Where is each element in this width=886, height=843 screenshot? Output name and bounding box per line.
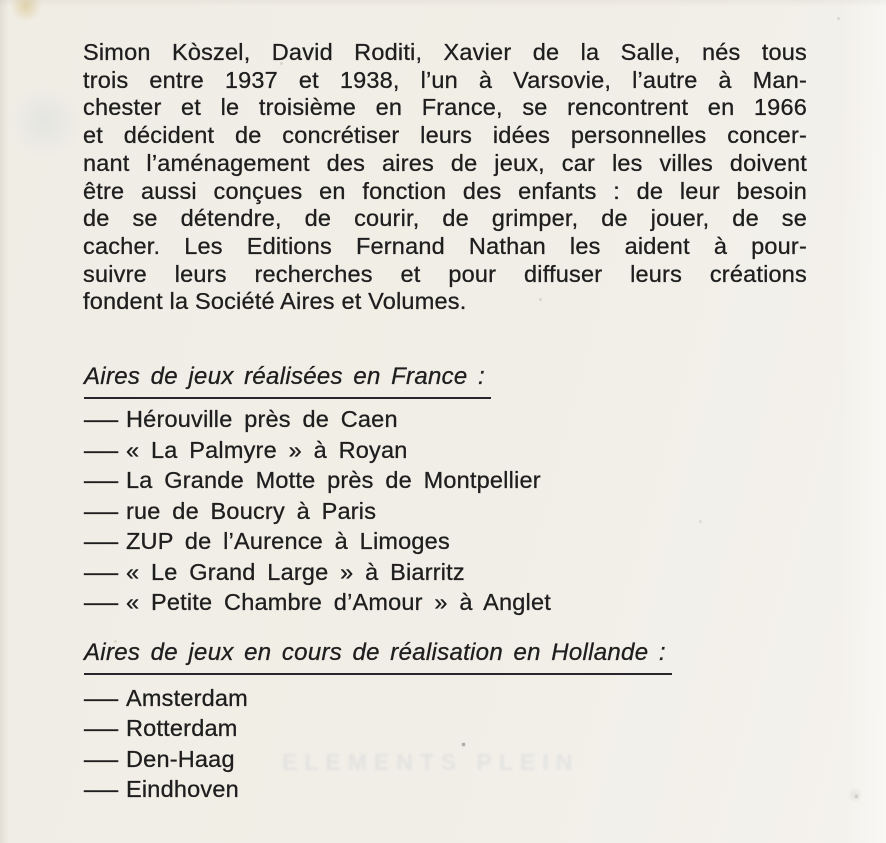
- list-item-text: rue de Boucry à Paris: [126, 497, 377, 524]
- section-heading-holland: [84, 639, 672, 675]
- paragraph-line: trois entre 1937 et 1938, l’un à Varsovie, l’autre à Man-: [83, 66, 807, 93]
- intro-paragraph: [83, 39, 807, 316]
- section-heading-text: Aires de jeux réalisées en France :: [84, 363, 491, 399]
- list-item: [84, 498, 551, 529]
- list-item-text: Amsterdam: [126, 685, 248, 711]
- list-item-text: La Grande Motte près de Montpellier: [126, 467, 541, 493]
- list-dash: —: [84, 497, 119, 524]
- list-item: [84, 776, 248, 806]
- paragraph-line: de se détendre, de courir, de grimper, de jouer, de se: [83, 205, 807, 232]
- paragraph-line: et décident de concrétiser leurs idées personnelles concer-: [83, 122, 807, 149]
- list-dash: —: [84, 528, 119, 554]
- list-item-text: « Le Grand Large » à Biarritz: [126, 558, 465, 585]
- list-item: [84, 467, 551, 498]
- list-dash: —: [84, 436, 119, 463]
- list-dash: —: [84, 745, 119, 772]
- section-heading-text: Aires de jeux en cours de réalisation en Hollande :: [84, 639, 672, 675]
- paper-specks: [0, 0, 1, 1]
- list-item-text: « Petite Chambre d’Amour » à Anglet: [126, 589, 551, 615]
- list-item: [84, 685, 248, 715]
- paragraph-line: cacher. Les Editions Fernand Nathan les aident à pour-: [83, 232, 807, 259]
- list-dash: —: [84, 715, 119, 742]
- list-item: [84, 437, 551, 468]
- list-item: [84, 559, 551, 590]
- paragraph-line: fondent la Société Aires et Volumes.: [83, 288, 467, 315]
- paragraph-line: chester et le troisième en France, se rencontrent en 1966: [83, 94, 807, 121]
- list-dash: —: [84, 467, 119, 493]
- list-item-text: Eindhoven: [126, 775, 239, 802]
- paragraph-line: suivre leurs recherches et pour diffuser leurs créations: [83, 260, 807, 287]
- list-item: [84, 715, 248, 745]
- paragraph-line: nant l’aménagement des aires de jeux, car les villes doivent: [83, 149, 807, 176]
- list-dash: —: [84, 558, 119, 585]
- show-through-text: ELEMENTS PLEIN: [282, 749, 580, 775]
- list-item-text: « La Palmyre » à Royan: [126, 436, 408, 463]
- list-item-text: Den-Haag: [126, 745, 235, 772]
- paragraph-line: être aussi conçues en fonction des enfants : de leur besoin: [83, 177, 807, 204]
- paragraph-line: Simon Kòszel, David Roditi, Xavier de la Salle, nés tous: [83, 39, 807, 65]
- list-item: [84, 528, 551, 559]
- list-holland: [84, 685, 248, 806]
- list-dash: —: [84, 775, 119, 802]
- list-dash: —: [84, 685, 119, 711]
- list-item-text: Hérouville près de Caen: [126, 406, 398, 432]
- list-item: [84, 589, 551, 620]
- list-item-text: ZUP de l’Aurence à Limoges: [126, 528, 450, 554]
- list-item: [84, 406, 551, 437]
- list-item: [84, 746, 248, 776]
- list-item-text: Rotterdam: [126, 715, 238, 742]
- list-france: [84, 406, 551, 620]
- list-dash: —: [84, 406, 119, 432]
- section-heading-france: [84, 363, 491, 399]
- list-dash: —: [84, 589, 119, 615]
